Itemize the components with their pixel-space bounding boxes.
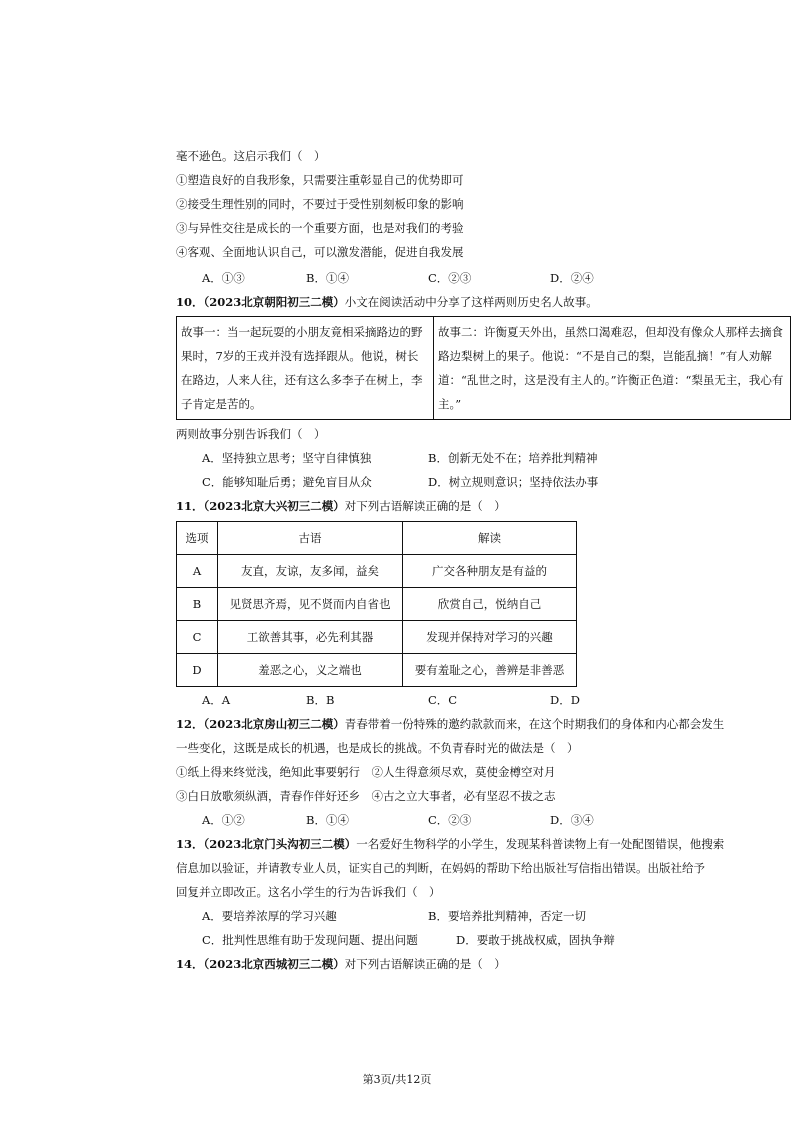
q10-source: （2023北京朝阳初三二模） — [203, 295, 345, 309]
q11-stem: 对下列古语解读正确的是（ ） — [344, 499, 506, 513]
q13-option-b[interactable]: B．要培养批判精神，否定一切 — [428, 909, 586, 923]
q10-story-one: 故事一：当一起玩耍的小朋友竟相采摘路边的野果时，7岁的王戎并没有选择跟从。他说，树长在路边，人来人往，还有这么多李子在树上，李子肯定是苦的。 — [177, 317, 434, 420]
q11-header-interpretation: 解读 — [403, 522, 577, 555]
q11-number: 11． — [176, 499, 204, 513]
q13-stem-line3: 回复并立即改正。这名小学生的行为告诉我们（ ） — [176, 885, 441, 899]
q12-option-c[interactable]: C．②③ — [428, 813, 472, 827]
q14-source: （2023北京西城初三二模） — [203, 957, 345, 971]
table-row — [177, 654, 577, 687]
q11-option-c[interactable]: C．C — [428, 693, 458, 707]
q9-item-1: ①塑造良好的自我形象，只需要注重彰显自己的优势即可 — [176, 173, 464, 187]
q9-option-d[interactable]: D．②④ — [550, 271, 594, 285]
q11-option-d[interactable]: D．D — [550, 693, 580, 707]
q10-option-d[interactable]: D．树立规则意识；坚持依法办事 — [428, 475, 599, 489]
q9-option-b[interactable]: B．①④ — [306, 271, 349, 285]
q11-row-b-saying: 见贤思齐焉，见不贤而内自省也 — [218, 588, 403, 621]
q13-stem-line2: 信息加以验证，并请教专业人员，证实自己的判断，在妈妈的帮助下给出版社写信指出错误。出版社给予 — [176, 861, 705, 875]
q14-number: 14． — [176, 957, 204, 971]
q11-header-saying: 古语 — [218, 522, 403, 555]
q10-options-row1 — [0, 450, 794, 466]
q11-row-d-interpretation: 要有羞耻之心，善辨是非善恶 — [403, 654, 577, 687]
table-row — [177, 588, 577, 621]
q11-row-d-saying: 羞恶之心，义之端也 — [218, 654, 403, 687]
q11-row-c-label: C — [177, 621, 218, 654]
q11-row-a-saying: 友直，友谅，友多闻，益矣 — [218, 555, 403, 588]
q12-option-d[interactable]: D．③④ — [550, 813, 594, 827]
q11-row-c-interpretation: 发现并保持对学习的兴趣 — [403, 621, 577, 654]
q12-option-b[interactable]: B．①④ — [306, 813, 349, 827]
q13-source: （2023北京门头沟初三二模） — [203, 837, 357, 851]
q13-options-row2 — [0, 932, 794, 948]
q12-header — [176, 716, 724, 732]
q11-row-c-saying: 工欲善其事，必先利其器 — [218, 621, 403, 654]
q10-option-c[interactable]: C．能够知耻后勇；避免盲目从众 — [202, 475, 372, 489]
q9-options — [0, 270, 794, 286]
q13-header — [176, 836, 724, 852]
q12-source: （2023北京房山初三二模） — [203, 717, 345, 731]
q10-stem: 小文在阅读活动中分享了这样两则历史名人故事。 — [344, 295, 598, 309]
q13-option-a[interactable]: A．要培养浓厚的学习兴趣 — [202, 909, 337, 923]
q12-options — [0, 812, 794, 828]
q12-option-a[interactable]: A．①② — [202, 813, 245, 827]
q13-option-c[interactable]: C．批判性思维有助于发现问题、提出问题 — [202, 933, 418, 947]
q13-options-row1 — [0, 908, 794, 924]
q14-header — [176, 956, 506, 972]
q9-stem-end: 毫不逊色。这启示我们（ ） — [176, 149, 326, 163]
q11-options — [0, 692, 794, 708]
q14-stem: 对下列古语解读正确的是（ ） — [344, 957, 506, 971]
q10-question: 两则故事分别告诉我们（ ） — [176, 427, 326, 441]
q9-option-a[interactable]: A．①③ — [202, 271, 245, 285]
q12-stem-line1: 青春带着一份特殊的邀约款款而来，在这个时期我们的身体和内心都会发生 — [344, 717, 725, 731]
q9-option-c[interactable]: C．②③ — [428, 271, 472, 285]
q10-options-row2 — [0, 474, 794, 490]
q13-option-d[interactable]: D．要敢于挑战权威，固执争辩 — [456, 933, 615, 947]
q10-number: 10． — [176, 295, 204, 309]
q10-option-a[interactable]: A．坚持独立思考；坚守自律慎独 — [202, 451, 372, 465]
q9-item-3: ③与异性交往是成长的一个重要方面，也是对我们的考验 — [176, 221, 464, 235]
table-row — [177, 621, 577, 654]
q11-source: （2023北京大兴初三二模） — [203, 499, 345, 513]
q13-stem-line1: 一名爱好生物科学的小学生，发现某科普读物上有一处配图错误，他搜索 — [356, 837, 725, 851]
q10-story-two: 故事二：许衡夏天外出，虽然口渴难忍，但却没有像众人那样去摘食路边梨树上的果子。他说：“不是自己的梨，岂能乱摘！”有人劝解道：“乱世之时，这是没有主人的。”许衡正色道：“梨虽无主，我心有主。” — [434, 317, 791, 420]
q10-header — [176, 294, 598, 310]
q11-row-b-interpretation: 欣赏自己，悦纳自己 — [403, 588, 577, 621]
table-row — [177, 555, 577, 588]
q11-option-b[interactable]: B．B — [306, 693, 335, 707]
page-number-footer: 第3页/共12页 — [362, 1073, 432, 1086]
q11-row-b-label: B — [177, 588, 218, 621]
q11-row-a-interpretation: 广交各种朋友是有益的 — [403, 555, 577, 588]
q11-table — [176, 521, 577, 687]
q11-table-header — [177, 522, 577, 555]
q10-option-b[interactable]: B．创新无处不在；培养批判精神 — [428, 451, 598, 465]
q11-option-a[interactable]: A．A — [202, 693, 231, 707]
q11-header — [176, 498, 506, 514]
q11-row-a-label: A — [177, 555, 218, 588]
q9-item-2: ②接受生理性别的同时，不要过于受性别刻板印象的影响 — [176, 197, 464, 211]
q12-items-line1: ①纸上得来终觉浅，绝知此事要躬行 ②人生得意须尽欢，莫使金樽空对月 — [176, 765, 556, 779]
q12-items-line2: ③白日放歌须纵酒，青春作伴好还乡 ④古之立大事者，必有坚忍不拔之志 — [176, 789, 556, 803]
q13-number: 13． — [176, 837, 204, 851]
q9-item-4: ④客观、全面地认识自己，可以激发潜能，促进自我发展 — [176, 245, 464, 259]
q12-number: 12． — [176, 717, 204, 731]
q12-stem-line2: 一些变化，这既是成长的机遇，也是成长的挑战。不负青春时光的做法是（ ） — [176, 741, 579, 755]
q11-header-option: 选项 — [177, 522, 218, 555]
q11-row-d-label: D — [177, 654, 218, 687]
q10-story-table — [176, 316, 791, 420]
